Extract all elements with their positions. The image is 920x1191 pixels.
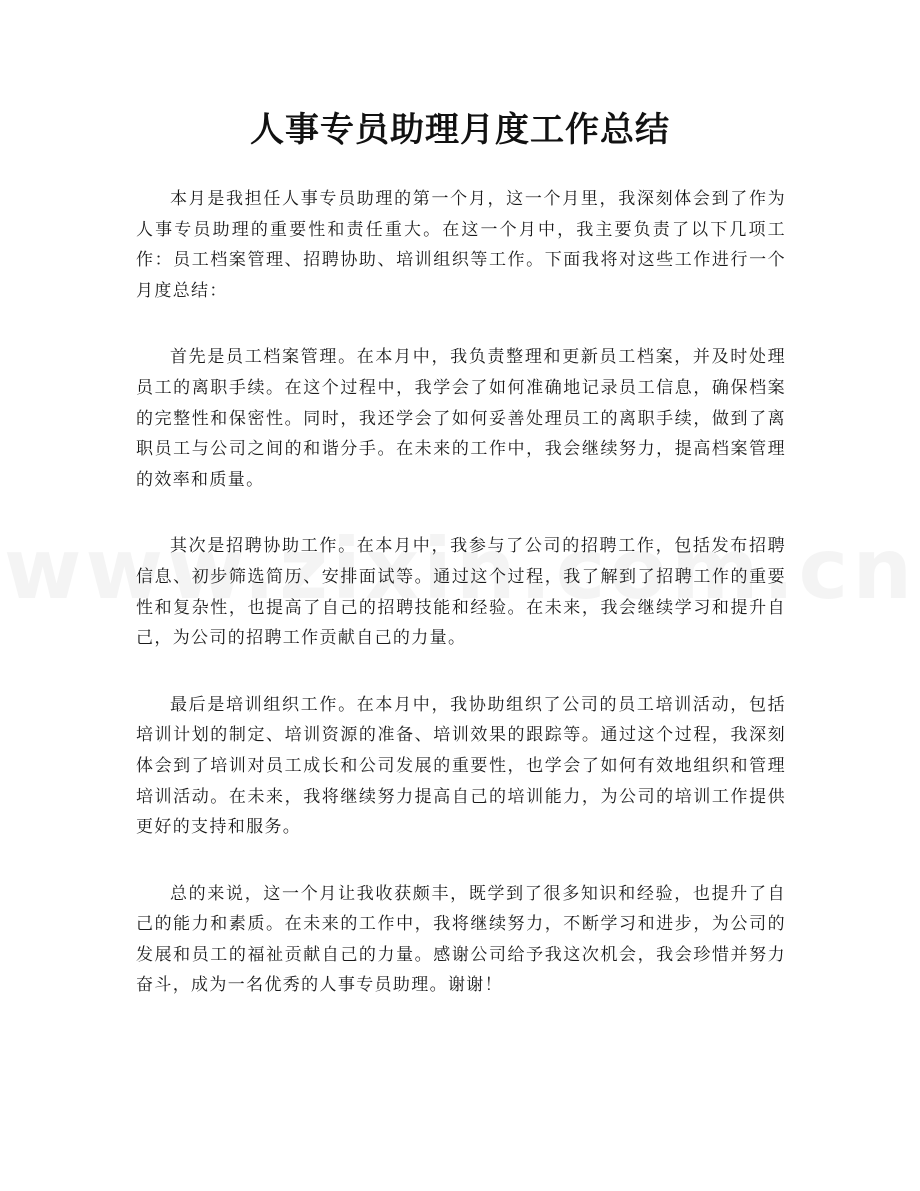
document-title: 人事专员助理月度工作总结	[250, 110, 670, 150]
paragraph-training: 最后是培训组织工作。在本月中，我协助组织了公司的员工培训活动，包括培训计划的制定、培训资源的准备、培训效果的跟踪等。通过这个过程，我深刻体会到了培训对员工成长和公司发展的重要性，也学会了如何有效地组织和管理培训活动。在未来，我将继续努力提高自己的培训能力，为公司的培训工作提供更好的支持和服务。	[136, 694, 786, 838]
paragraph-intro: 本月是我担任人事专员助理的第一个月，这一个月里，我深刻体会到了作为人事专员助理的重要性和责任重大。在这一个月中，我主要负责了以下几项工作：员工档案管理、招聘协助、培训组织等工作。下面我将对这些工作进行一个月度总结：	[136, 189, 786, 301]
document-body	[136, 184, 786, 1037]
paragraph-recruitment: 其次是招聘协助工作。在本月中，我参与了公司的招聘工作，包括发布招聘信息、初步筛选简历、安排面试等。通过这个过程，我了解到了招聘工作的重要性和复杂性，也提高了自己的招聘技能和经验。在未来，我会继续学习和提升自己，为公司的招聘工作贡献自己的力量。	[136, 536, 786, 649]
paragraph-archive-management: 首先是员工档案管理。在本月中，我负责整理和更新员工档案，并及时处理员工的离职手续。在这个过程中，我学会了如何准确地记录员工信息，确保档案的完整性和保密性。同时，我还学会了如何妥善处理员工的离职手续，做到了离职员工与公司之间的和谐分手。在未来的工作中，我会继续努力，提高档案管理的效率和质量。	[136, 347, 786, 490]
paragraph-conclusion: 总的来说，这一个月让我收获颇丰，既学到了很多知识和经验，也提升了自己的能力和素质。在未来的工作中，我将继续努力，不断学习和进步，为公司的发展和员工的福祉贡献自己的力量。感谢公司给予我这次机会，我会珍惜并努力奋斗，成为一名优秀的人事专员助理。谢谢！	[136, 883, 786, 996]
